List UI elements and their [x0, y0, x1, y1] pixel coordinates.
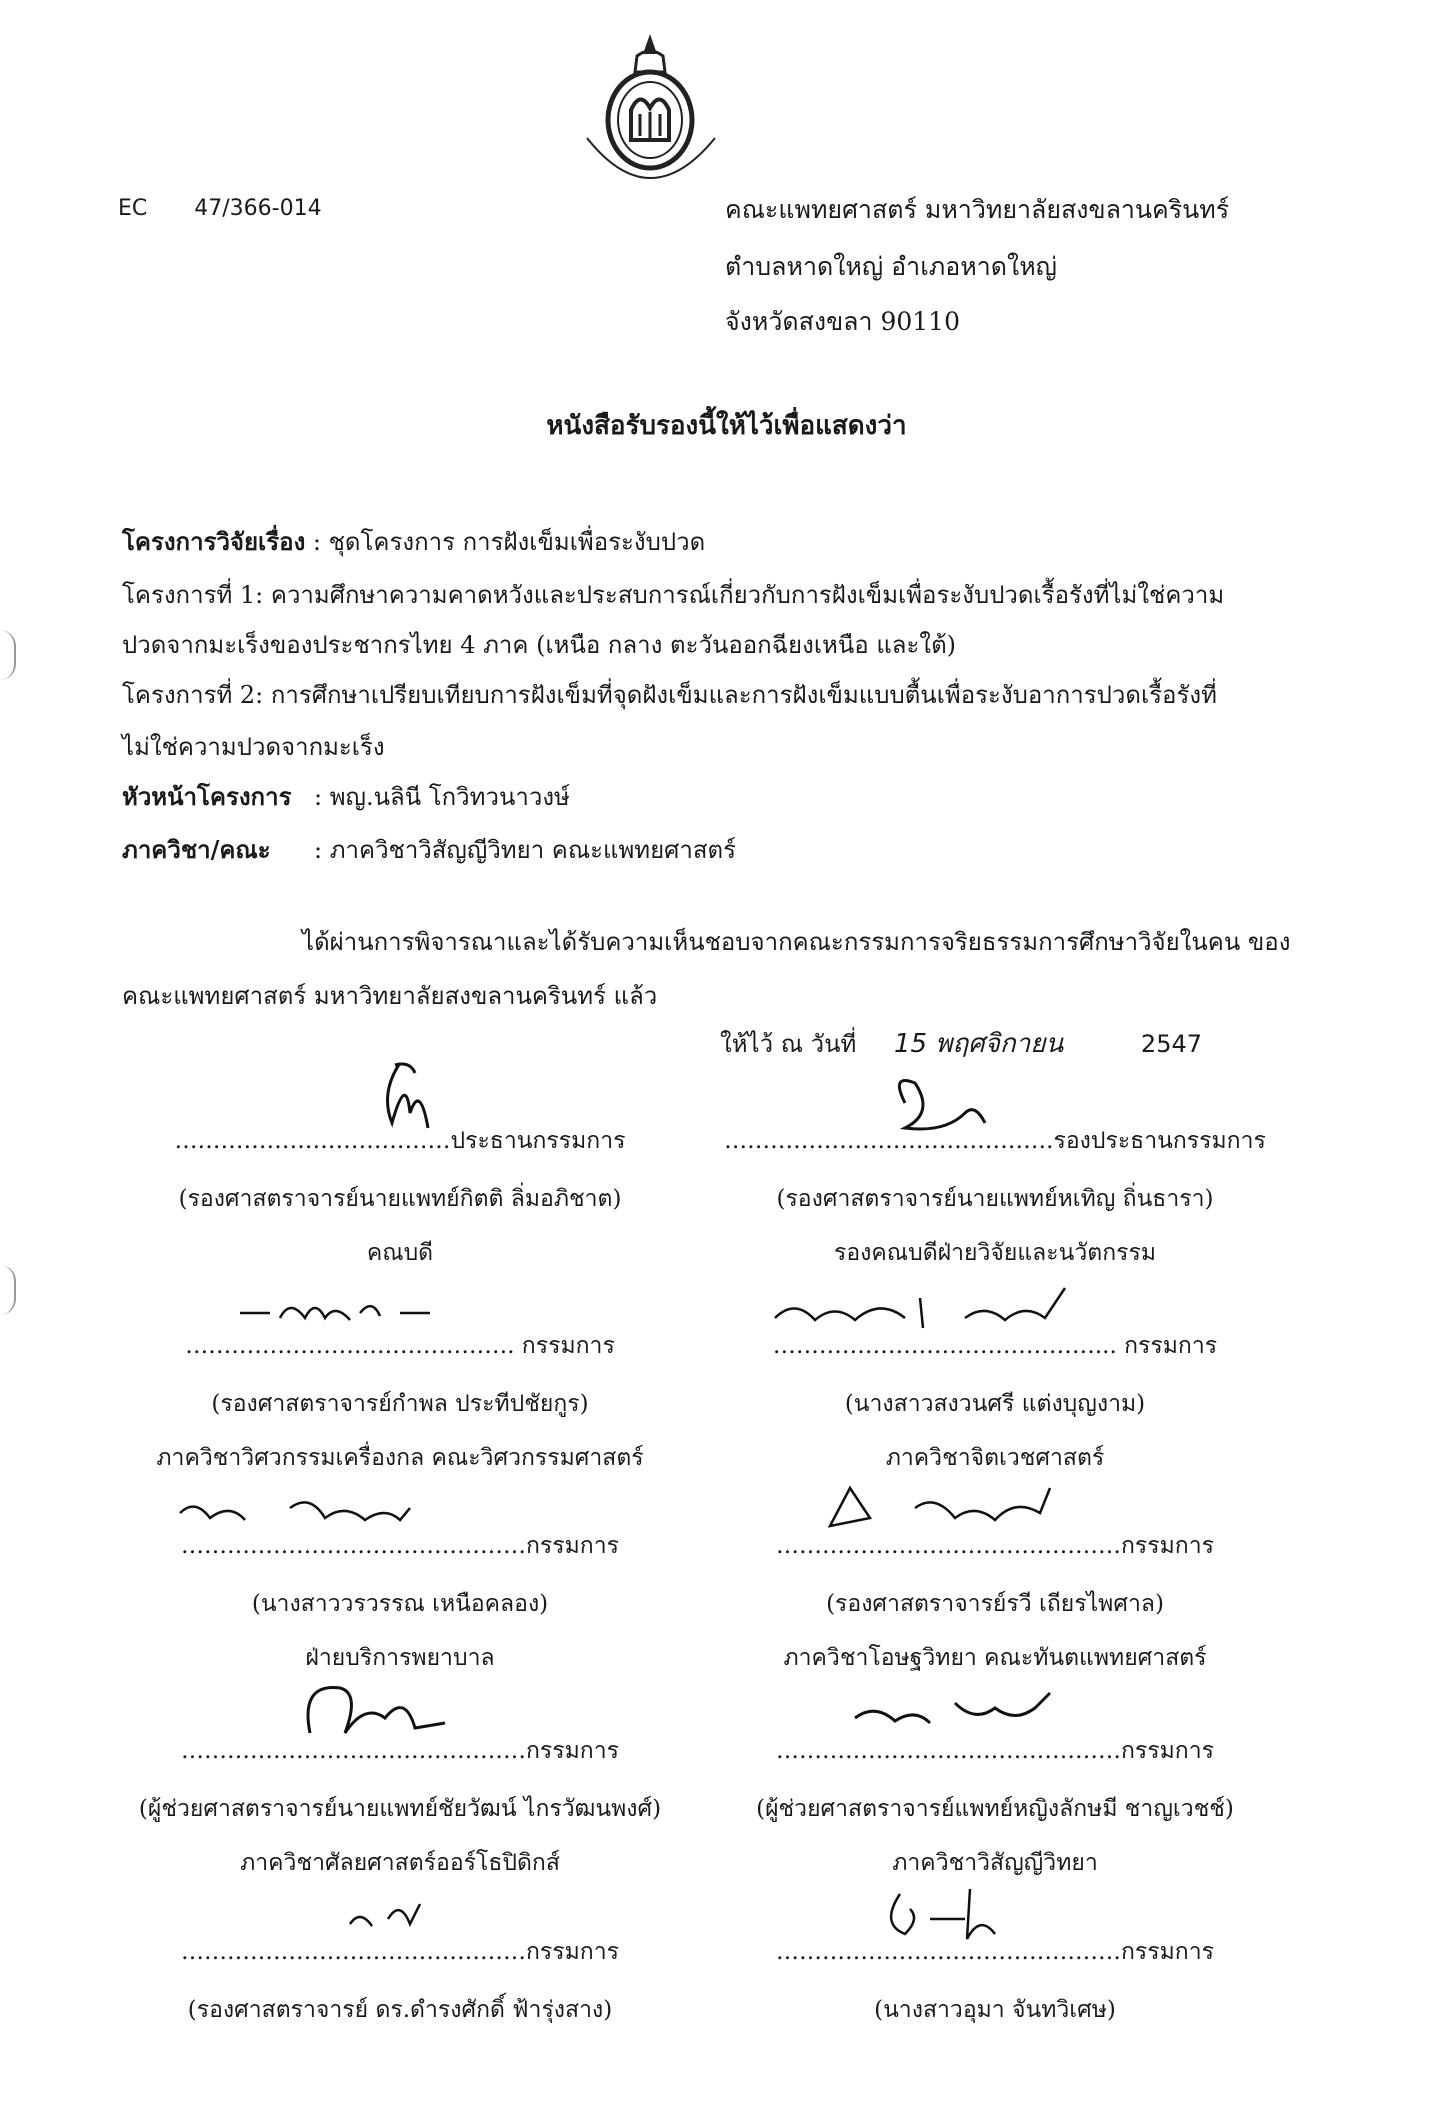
subproject-1-line2: ปวดจากมะเร็งของประชากรไทย 4 ภาค (เหนือ กลาง ตะวันออกฉียงเหนือ และใต้): [122, 631, 957, 659]
date-day-month: 15 พฤศจิกายน: [893, 1029, 1064, 1059]
signatory-position: ภาควิชาวิสัญญีวิทยา: [892, 1850, 1098, 1876]
handwritten-signature: [705, 1663, 1285, 1753]
signatory-block: [110, 1733, 690, 1881]
signatory-block: [705, 1934, 1285, 2028]
signature-line: ………………………………ประธานกรรมการ: [174, 1128, 626, 1154]
signatory-name: (ผู้ช่วยศาสตราจารย์แพทย์หญิงลักษมี ชาญเวชช์): [756, 1796, 1234, 1822]
signatory-name: (นางสาวอุมา จันทวิเศษ): [874, 1997, 1116, 2023]
signatory-position: คณบดี: [366, 1240, 434, 1266]
address-line: จังหวัดสงขลา 90110: [725, 307, 960, 336]
signatory-position: ภาควิชาจิตเวชศาสตร์: [885, 1445, 1105, 1471]
project-head: [122, 777, 570, 816]
signatory-name: (รองศาสตราจารย์รวี เถียรไพศาล): [826, 1591, 1164, 1617]
ref-number: 47/366-014: [194, 196, 322, 221]
subproject-2-line2: ไม่ใช่ความปวดจากมะเร็ง: [122, 733, 385, 761]
signatory-block: [705, 1733, 1285, 1881]
handwritten-signature: [705, 1864, 1285, 1954]
project-head-value: : พญ.นลินี โกวิทวนาวงษ์: [314, 783, 570, 811]
scan-edge-mark: [0, 1265, 16, 1315]
handwritten-signature: [110, 1864, 690, 1954]
date-prefix: ให้ไว้ ณ วันที่: [720, 1030, 857, 1058]
project-dept-value: : ภาควิชาวิสัญญีวิทยา คณะแพทยศาสตร์: [314, 836, 737, 864]
signatory-position: ฝ่ายบริการพยาบาล: [305, 1645, 495, 1671]
signatory-block: [705, 1123, 1285, 1271]
handwritten-signature: [705, 1458, 1285, 1548]
signatory-position: ภาควิชาโอษฐวิทยา คณะทันตแพทยศาสตร์: [783, 1645, 1207, 1671]
faculty-seal-logo: [565, 28, 735, 198]
subproject-1-line1: โครงการที่ 1: ความศึกษาความคาดหวังและประสบการณ์เกี่ยวกับการฝังเข็มเพื่อระงับปวดเรื้อรังที่ไม่ใช่ความ: [122, 581, 1225, 609]
signatory-position: รองคณบดีฝ่ายวิจัยและนวัตกรรม: [833, 1240, 1157, 1266]
handwritten-signature: [705, 1053, 1285, 1143]
signature-line: ………………………………………กรรมการ: [776, 1533, 1214, 1559]
handwritten-signature: [110, 1663, 690, 1753]
signature-line: ………………………………………กรรมการ: [181, 1533, 619, 1559]
subproject-2-line1: โครงการที่ 2: การศึกษาเปรียบเทียบการฝังเข็มที่จุดฝังเข็มและการฝังเข็มแบบตื้นเพื่อระงับอาการปวดเรื้อรังที่: [122, 681, 1217, 709]
signature-line: ………………………………………กรรมการ: [776, 1738, 1214, 1764]
signatory-position: ภาควิชาศัลยศาสตร์ออร์โธปิดิกส์: [240, 1850, 560, 1876]
project-topic: [122, 522, 705, 561]
signatory-block: [705, 1528, 1285, 1676]
handwritten-signature: [705, 1258, 1285, 1348]
handwritten-signature: [110, 1258, 690, 1348]
project-topic-value: : ชุดโครงการ การฝังเข็มเพื่อระงับปวด: [312, 528, 706, 556]
signatory-name: (รองศาสตราจารย์นายแพทย์หเทิญ ถิ่นธารา): [776, 1186, 1214, 1212]
ref-prefix: EC: [118, 196, 148, 221]
signatory-block: [110, 1328, 690, 1476]
scan-edge-mark: [0, 630, 16, 680]
signatory-name: (นางสาวสงวนศรี แต่งบุญงาม): [844, 1391, 1146, 1417]
handwritten-signature: [110, 1053, 690, 1143]
signatory-name: (รองศาสตราจารย์กำพล ประทีปชัยกูร): [211, 1391, 589, 1417]
signatory-block: [110, 1123, 690, 1271]
approval-statement: ได้ผ่านการพิจารณาและได้รับความเห็นชอบจากคณะกรรมการจริยธรรมการศึกษาวิจัยในคน ของคณะแพทยศาสตร์ มหาวิทยาลัยสงขลานครินทร์ แล้ว: [122, 928, 1291, 1010]
project-dept: [122, 830, 736, 869]
reference-number: [118, 196, 362, 221]
signatory-name: (ผู้ช่วยศาสตราจารย์นายแพทย์ชัยวัฒน์ ไกรวัฒนพงศ์): [138, 1796, 662, 1822]
address-line: คณะแพทยศาสตร์ มหาวิทยาลัยสงขลานครินทร์: [725, 195, 1230, 224]
signatory-name: (รองศาสตราจารย์นายแพทย์กิตติ ลิ่มอภิชาต): [178, 1186, 622, 1212]
signatory-name: (รองศาสตราจารย์ ดร.ดำรงศักดิ์ ฟ้ารุ่งสาง): [187, 1997, 613, 2023]
address-line: ตำบลหาดใหญ่ อำเภอหาดใหญ่: [725, 252, 1057, 281]
signature-line: ………………………………………กรรมการ: [181, 1939, 619, 1965]
handwritten-signature: [110, 1458, 690, 1548]
signatory-block: [110, 1934, 690, 2028]
certificate-title: หนังสือรับรองนี้ให้ไว้เพื่อแสดงว่า: [546, 411, 907, 441]
signatory-block: [705, 1328, 1285, 1476]
project-head-label: หัวหน้าโครงการ: [122, 782, 292, 811]
signature-line: ………………………………………กรรมการ: [776, 1939, 1214, 1965]
date-year: 2547: [1140, 1030, 1202, 1058]
signatory-name: (นางสาววรวรรณ เหนือคลอง): [251, 1591, 549, 1617]
signature-line: ………………………………………กรรมการ: [181, 1738, 619, 1764]
signatory-position: ภาควิชาวิศวกรรมเครื่องกล คณะวิศวกรรมศาสตร์: [156, 1445, 644, 1471]
project-topic-label: โครงการวิจัยเรื่อง: [122, 527, 306, 556]
signatory-block: [110, 1528, 690, 1676]
signature-line: …………………………………….รองประธานกรรมการ: [724, 1128, 1266, 1154]
project-dept-label: ภาควิชา/คณะ: [122, 835, 271, 864]
signature-line: ……………………………………... กรรมการ: [772, 1333, 1218, 1359]
signature-line: ……………………………………. กรรมการ: [185, 1333, 615, 1359]
